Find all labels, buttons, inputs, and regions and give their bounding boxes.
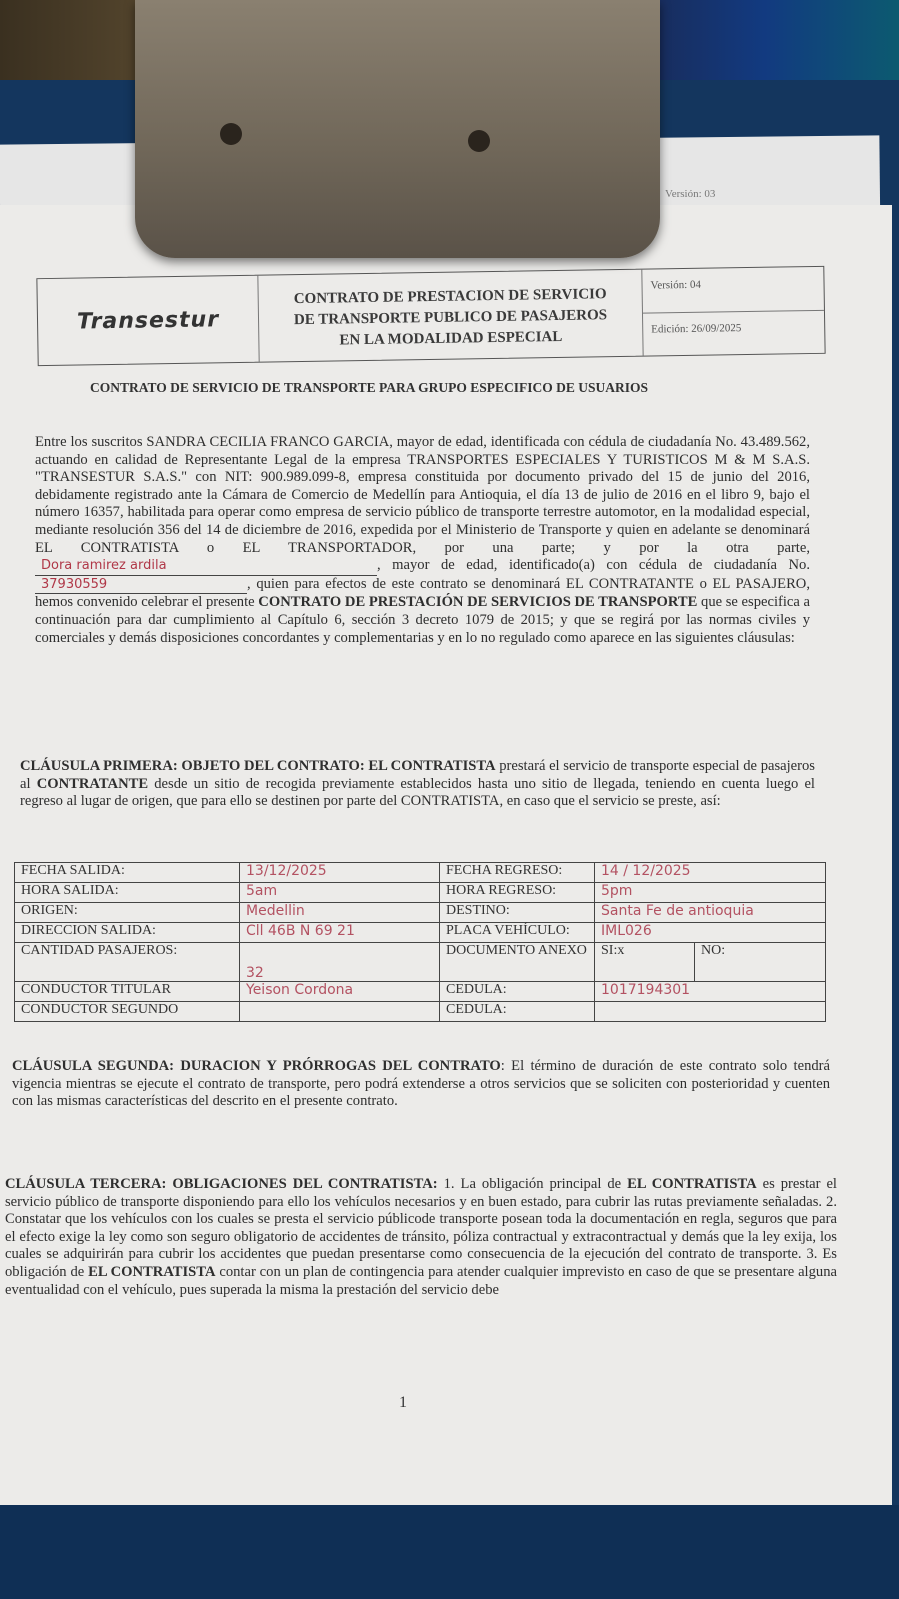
text: 1. La obligación principal de — [443, 1176, 622, 1192]
handwritten-value: 5am — [240, 883, 440, 903]
table-row — [15, 1002, 826, 1022]
trip-details-table — [14, 862, 826, 1022]
handwritten-value: Medellin — [240, 903, 440, 923]
field-label: DOCUMENTO ANEXO — [440, 943, 595, 982]
field-label: CONDUCTOR TITULAR — [15, 982, 240, 1002]
table-row — [15, 863, 826, 883]
bold-text: CONTRATANTE — [36, 775, 149, 792]
table-row — [15, 923, 826, 943]
version-label: Versión: 04 — [642, 267, 824, 313]
handwritten-value: Cll 46B N 69 21 — [240, 923, 440, 943]
field-label: DIRECCION SALIDA: — [15, 923, 240, 943]
field-label: FECHA REGRESO: — [440, 863, 595, 883]
intro-paragraph — [35, 434, 810, 647]
handwritten-value: 32 — [240, 943, 440, 982]
binder-clip — [135, 0, 660, 258]
document-header — [36, 266, 825, 366]
handwritten-value: 14 / 12/2025 — [595, 863, 826, 883]
handwritten-value: Yeison Cordona — [240, 982, 440, 1002]
table-row — [15, 943, 826, 982]
table-row — [15, 982, 826, 1002]
document-page — [0, 205, 892, 1505]
bold-text: CONTRATO DE PRESTACIÓN DE SERVICIOS DE TRANSPORTE — [258, 594, 698, 611]
handwritten-value: 1017194301 — [595, 982, 826, 1002]
text: Entre los suscritos SANDRA CECILIA FRANCO GARCIA, mayor de edad, identificada con cédula de ciudadanía No. 43.489.562, actuando en calidad de Representante Legal de la empresa TRANSPORTES ESPECIALES Y TURISTICOS M & M S.A.S. "TRANSESTUR S.A.S." con NIT: 900.989.099-8, empresa constituida por documento privado del 15 de junio del 2016, debidamente registrado ante la Cámara de Comercio de Medellín para Antioquia, el día 13 de julio de 2016 en el libro 9, bajo el número 16357, habilitada para operar como empresa de servicio público de transporte terrestre automotor, en la modalidad especial, mediante resolución 356 del 14 de diciembre de 2016, expedida por el Ministerio de Transporte y quien en adelante se denominará EL CONTRATISTA o EL TRANSPORTADOR, por una parte; y por la otra parte, — [35, 434, 810, 556]
field-label: CANTIDAD PASAJEROS: — [15, 943, 240, 982]
contractor-name-field: Dora ramirez ardila — [35, 557, 377, 576]
title-line: DE TRANSPORTE PUBLICO DE PASAJEROS — [293, 307, 608, 329]
field-label: CEDULA: — [440, 982, 595, 1002]
handwritten-value: 5pm — [595, 883, 826, 903]
clause-heading: CLÁUSULA PRIMERA: OBJETO DEL CONTRATO: EL CONTRATISTA — [20, 758, 496, 774]
clip-hole — [220, 123, 242, 145]
handwritten-value — [240, 1002, 440, 1022]
table-row — [15, 903, 826, 923]
title-line: EN LA MODALIDAD ESPECIAL — [339, 328, 563, 349]
text: , quien para efectos de este contrato se denominará EL CONTRATANTE o EL PASAJERO, hemos convenido celebrar el presente — [35, 575, 810, 611]
field-label: FECHA SALIDA: — [15, 863, 240, 883]
text: que se especifica a continuación para dar cumplimiento al Capítulo 6, sección 3 decreto 1079 de 2015; y que se regirá por las normas civiles y comerciales y demás disposiciones concordantes y complementarias y en lo no regulado como aparece en las siguientes cláusulas: — [35, 594, 811, 646]
table-row — [15, 883, 826, 903]
clause-2 — [12, 1058, 830, 1111]
field-label: DESTINO: — [440, 903, 595, 923]
field-label: PLACA VEHÍCULO: — [440, 923, 595, 943]
field-label: HORA SALIDA: — [15, 883, 240, 903]
back-sheet-version: Versión: 03 — [665, 188, 716, 200]
text: prestará el servicio de transporte especial de pasajeros al — [20, 758, 815, 792]
company-logo: Transestur — [37, 276, 259, 365]
handwritten-value: 13/12/2025 — [240, 863, 440, 883]
clause-3 — [5, 1176, 837, 1299]
cedula-field: 37930559 — [35, 576, 247, 595]
contract-subtitle: CONTRATO DE SERVICIO DE TRANSPORTE PARA GRUPO ESPECIFICO DE USUARIOS — [90, 380, 649, 395]
bold-text: EL CONTRATISTA — [627, 1176, 757, 1192]
page-number: 1 — [399, 1394, 407, 1411]
handwritten-value — [595, 1002, 826, 1022]
field-label: CONDUCTOR SEGUNDO — [15, 1002, 240, 1022]
field-label: ORIGEN: — [15, 903, 240, 923]
text: : El término de duración de este contrato solo tendrá vigencia mientras se ejecute el contrato de transporte, pero podrá extenderse a otros servicios que se soliciten con posterioridad y cuenten con las mismas características del descrito en el presente contrato. — [12, 1058, 830, 1110]
clip-hole — [468, 130, 490, 152]
text: , mayor de edad, identificado(a) con cédula de ciudadanía No. — [377, 557, 810, 574]
handwritten-value: Santa Fe de antioquia — [595, 903, 826, 923]
handwritten-value: IML026 — [595, 923, 826, 943]
field-label: HORA REGRESO: — [440, 883, 595, 903]
clause-heading: CLÁUSULA TERCERA: OBLIGACIONES DEL CONTRATISTA: — [5, 1176, 438, 1192]
text: es prestar el servicio público de transporte disponiendo para ello los vehículos necesarios y en buen estado, para cubrir las rutas previamente señaladas. 2. Constatar que los vehículos con los cuales se presta el servicio públicode transporte posean toda la documentación en regla, seguros que para el efecto exige la ley como son seguro obligatorio de accidentes de tránsito, póliza contractual y extracontractual y demás que la ley exija, los cuales se adquirirán para cubrir los accidentes que puedan presentarse como consecuencia de la ejecución del contrato de transporte. 3. Es obligación de — [5, 1176, 837, 1280]
anexo-si: SI:x — [595, 943, 695, 982]
text: desde un sitio de recogida previamente establecidos hasta uno sitio de llegada, teniendo en cuenta luego el regreso al lugar de origen, que para ello se destinen por parte del CONTRATISTA, en caso que el servicio se preste, así: — [20, 775, 815, 810]
clipboard-bottom — [0, 1505, 899, 1599]
edition-label: Edición: 26/09/2025 — [651, 321, 742, 336]
bold-text: EL CONTRATISTA — [88, 1263, 216, 1280]
field-label: CEDULA: — [440, 1002, 595, 1022]
document-title — [258, 270, 643, 362]
clause-heading: CLÁUSULA SEGUNDA: DURACION Y PRÓRROGAS DEL CONTRATO — [12, 1058, 501, 1074]
text: contar con un plan de contingencia para atender cualquier imprevisto en caso de que se presentare alguna eventualidad con el vehículo, pues superada la misma la prestación del servicio debe — [5, 1263, 837, 1298]
anexo-no: NO: — [695, 943, 826, 982]
clause-1 — [20, 758, 815, 811]
title-line: CONTRATO DE PRESTACION DE SERVICIO — [293, 286, 607, 308]
